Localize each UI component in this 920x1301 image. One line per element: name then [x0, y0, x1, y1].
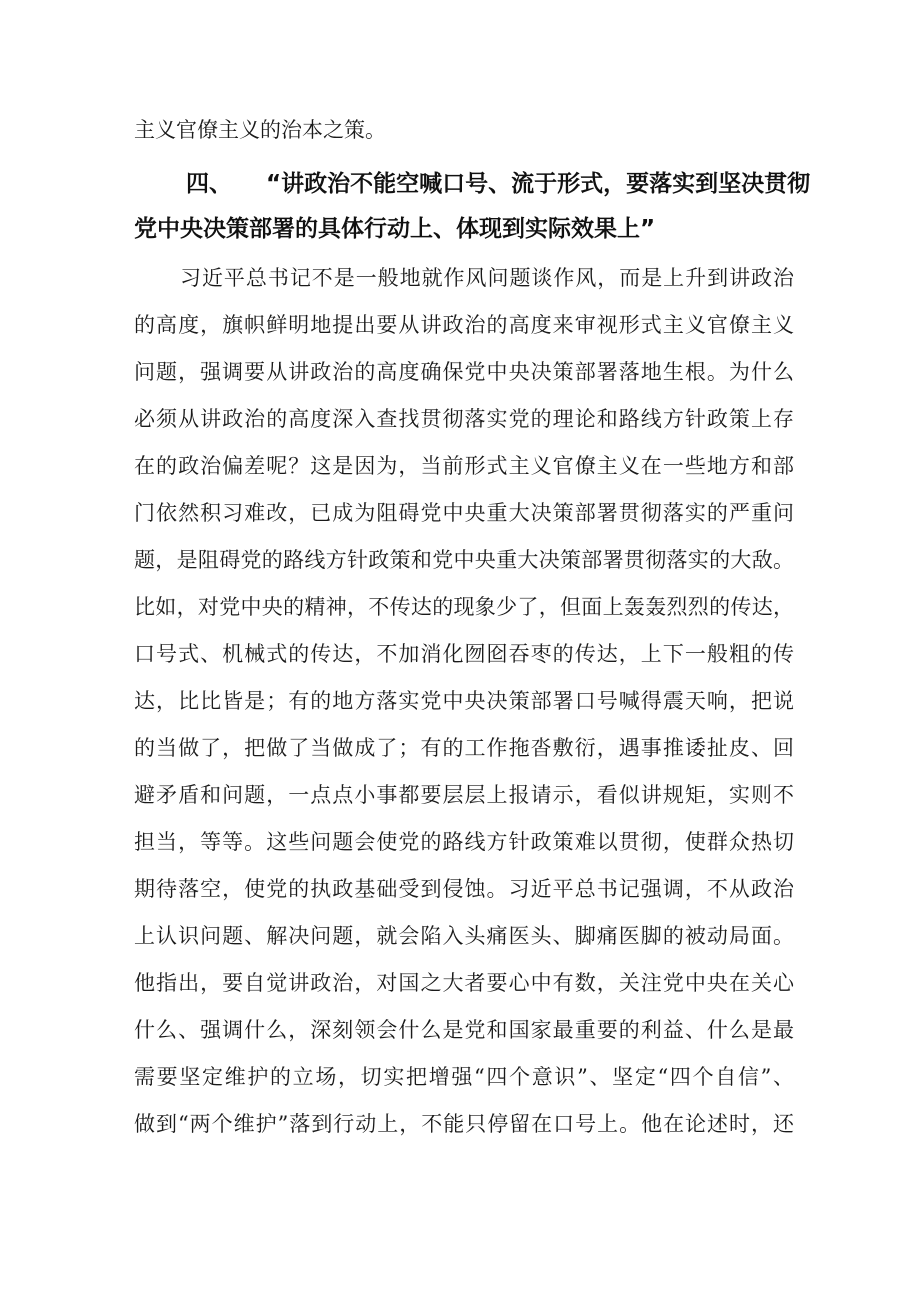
- paragraph-line: 达，比比皆是；有的地方落实党中央决策部署口号喊得震天响，把说: [134, 689, 794, 713]
- paragraph-line: 担当，等等。这些问题会使党的路线方针政策难以贯彻，使群众热切: [134, 830, 794, 854]
- paragraph-line: 需要坚定维护的立场，切实把增强“四个意识”、坚定“四个自信”、: [134, 1065, 794, 1089]
- paragraph-line: 习近平总书记不是一般地就作风问题谈作风，而是上升到讲政治: [180, 266, 794, 290]
- paragraph-line: 口号式、机械式的传达，不加消化囫囵吞枣的传达，上下一般粗的传: [134, 642, 794, 666]
- paragraph-line: 避矛盾和问题，一点点小事都要层层上报请示，看似讲规矩，实则不: [134, 783, 794, 807]
- paragraph-line: 问题，强调要从讲政治的高度确保党中央决策部署落地生根。为什么: [134, 360, 794, 384]
- paragraph-line: 期待落空，使党的执政基础受到侵蚀。习近平总书记强调，不从政治: [134, 877, 794, 901]
- section-heading-line-1: [186, 167, 810, 201]
- paragraph-line: 的当做了，把做了当做成了；有的工作拖沓敷衍，遇事推诿扯皮、回: [134, 736, 794, 760]
- section-heading-line-2: 党中央决策部署的具体行动上、体现到实际效果上”: [134, 216, 656, 242]
- section-title-part-1: “讲政治不能空喊口号、流于形式，要落实到坚决贯彻: [266, 171, 811, 197]
- paragraph-line: 上认识问题、解决问题，就会陷入头痛医头、脚痛医脚的被动局面。: [134, 924, 794, 948]
- paragraph-line: 做到“两个维护”落到行动上，不能只停留在口号上。他在论述时，还: [134, 1112, 794, 1136]
- paragraph-line: 在的政治偏差呢？这是因为，当前形式主义官僚主义在一些地方和部: [134, 454, 794, 478]
- paragraph-line: 必须从讲政治的高度深入查找贯彻落实党的理论和路线方针政策上存: [134, 407, 794, 431]
- paragraph-line: 的高度，旗帜鲜明地提出要从讲政治的高度来审视形式主义官僚主义: [134, 313, 794, 337]
- paragraph-line: 题，是阻碍党的路线方针政策和党中央重大决策部署贯彻落实的大敌。: [134, 548, 794, 572]
- paragraph-line: 他指出，要自觉讲政治，对国之大者要心中有数，关注党中央在关心: [134, 971, 794, 995]
- continuation-line: 主义官僚主义的治本之策。: [134, 118, 386, 142]
- section-number: 四、: [186, 171, 232, 197]
- paragraph-line: 比如，对党中央的精神，不传达的现象少了，但面上轰轰烈烈的传达，: [134, 595, 794, 619]
- paragraph-line: 门依然积习难改，已成为阻碍党中央重大决策部署贯彻落实的严重问: [134, 501, 794, 525]
- paragraph-line: 什么、强调什么，深刻领会什么是党和国家最重要的利益、什么是最: [134, 1018, 794, 1042]
